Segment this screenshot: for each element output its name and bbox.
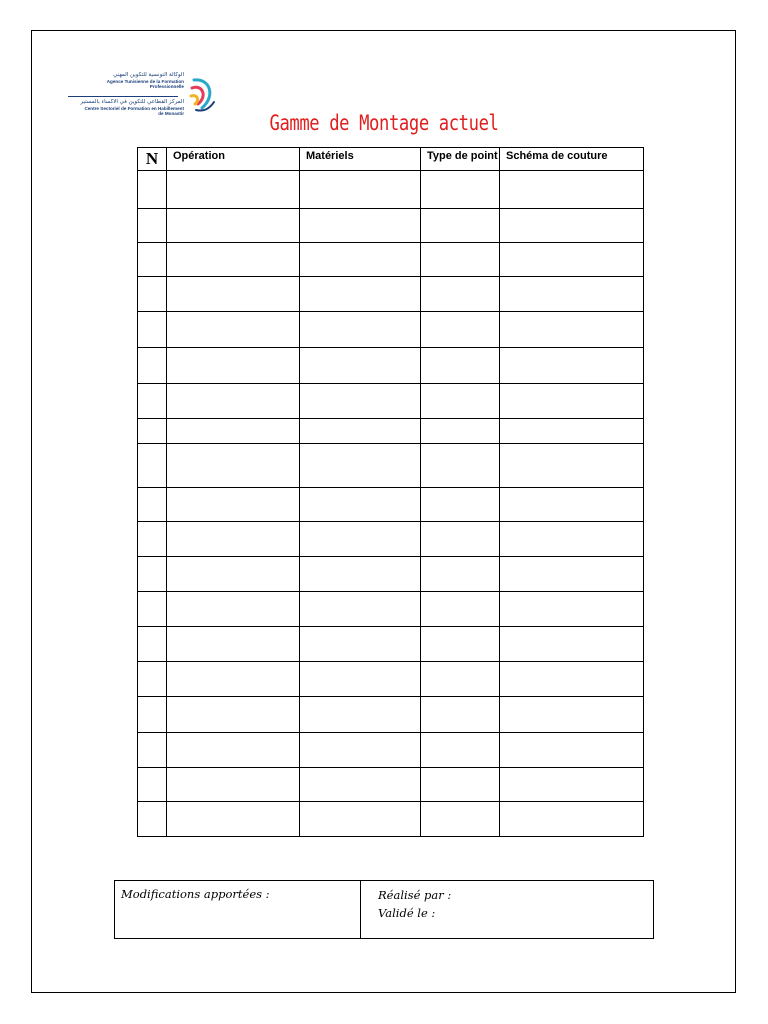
- cell-type-point[interactable]: [421, 312, 500, 348]
- signature-area: [361, 881, 653, 938]
- cell-type-point[interactable]: [421, 383, 500, 418]
- cell-materiels[interactable]: [300, 443, 421, 487]
- table-row: [138, 697, 644, 732]
- header-materiels: Matériels: [300, 148, 421, 171]
- cell-n[interactable]: [138, 243, 167, 277]
- cell-n[interactable]: [138, 383, 167, 418]
- realise-label: Réalisé par :: [378, 888, 452, 902]
- cell-type-point[interactable]: [421, 243, 500, 277]
- cell-n[interactable]: [138, 662, 167, 697]
- cell-operation[interactable]: [167, 443, 300, 487]
- cell-operation[interactable]: [167, 418, 300, 443]
- cell-operation[interactable]: [167, 521, 300, 556]
- cell-n[interactable]: [138, 443, 167, 487]
- cell-type-point[interactable]: [421, 171, 500, 209]
- cell-schema[interactable]: [500, 521, 644, 556]
- cell-n[interactable]: [138, 627, 167, 662]
- cell-schema[interactable]: [500, 662, 644, 697]
- cell-operation[interactable]: [167, 801, 300, 836]
- cell-n[interactable]: [138, 418, 167, 443]
- table-row: [138, 557, 644, 592]
- cell-schema[interactable]: [500, 171, 644, 209]
- cell-materiels[interactable]: [300, 662, 421, 697]
- table-row: [138, 171, 644, 209]
- cell-type-point[interactable]: [421, 277, 500, 312]
- cell-type-point[interactable]: [421, 767, 500, 801]
- cell-operation[interactable]: [167, 487, 300, 521]
- cell-schema[interactable]: [500, 418, 644, 443]
- cell-operation[interactable]: [167, 171, 300, 209]
- cell-materiels[interactable]: [300, 418, 421, 443]
- table-row: [138, 443, 644, 487]
- table-row: [138, 418, 644, 443]
- cell-operation[interactable]: [167, 557, 300, 592]
- header-type-point: Type de point: [421, 148, 500, 171]
- header-schema: Schéma de couture: [500, 148, 644, 171]
- cell-materiels[interactable]: [300, 557, 421, 592]
- header-n: N: [138, 148, 167, 171]
- cell-schema[interactable]: [500, 767, 644, 801]
- table-row: [138, 662, 644, 697]
- cell-materiels[interactable]: [300, 732, 421, 767]
- cell-type-point[interactable]: [421, 662, 500, 697]
- cell-schema[interactable]: [500, 801, 644, 836]
- table-row: [138, 243, 644, 277]
- cell-materiels[interactable]: [300, 243, 421, 277]
- cell-schema[interactable]: [500, 627, 644, 662]
- cell-n[interactable]: [138, 312, 167, 348]
- cell-schema[interactable]: [500, 312, 644, 348]
- table-header-row: [138, 148, 644, 171]
- modifications-label: Modifications apportées :: [115, 881, 361, 938]
- cell-n[interactable]: [138, 348, 167, 383]
- cell-type-point[interactable]: [421, 801, 500, 836]
- cell-operation[interactable]: [167, 697, 300, 732]
- cell-type-point[interactable]: [421, 348, 500, 383]
- cell-schema[interactable]: [500, 383, 644, 418]
- cell-type-point[interactable]: [421, 209, 500, 243]
- cell-materiels[interactable]: [300, 697, 421, 732]
- cell-type-point[interactable]: [421, 557, 500, 592]
- cell-type-point[interactable]: [421, 443, 500, 487]
- cell-n[interactable]: [138, 592, 167, 627]
- cell-materiels[interactable]: [300, 592, 421, 627]
- cell-materiels[interactable]: [300, 627, 421, 662]
- cell-n[interactable]: [138, 487, 167, 521]
- cell-schema[interactable]: [500, 592, 644, 627]
- logo-arabic-line-2: المركز القطاعي للتكوين في الاكساء بالمستير: [80, 99, 184, 105]
- cell-operation[interactable]: [167, 662, 300, 697]
- cell-schema[interactable]: [500, 209, 644, 243]
- table-row: [138, 277, 644, 312]
- cell-type-point[interactable]: [421, 627, 500, 662]
- table-row: [138, 801, 644, 836]
- page-title: Gamme de Montage actuel: [269, 111, 499, 135]
- cell-n[interactable]: [138, 521, 167, 556]
- cell-n[interactable]: [138, 209, 167, 243]
- cell-schema[interactable]: [500, 557, 644, 592]
- valide-label: Validé le :: [378, 906, 436, 920]
- cell-n[interactable]: [138, 171, 167, 209]
- logo-arabic-line-1: الوكالة التونسية للتكوين المهني: [113, 72, 184, 78]
- cell-n[interactable]: [138, 697, 167, 732]
- cell-operation[interactable]: [167, 383, 300, 418]
- cell-n[interactable]: [138, 732, 167, 767]
- cell-type-point[interactable]: [421, 697, 500, 732]
- cell-n[interactable]: [138, 801, 167, 836]
- cell-operation[interactable]: [167, 592, 300, 627]
- cell-materiels[interactable]: [300, 521, 421, 556]
- cell-operation[interactable]: [167, 732, 300, 767]
- cell-materiels[interactable]: [300, 209, 421, 243]
- table-row: [138, 521, 644, 556]
- logo-french-line-3: Centre Sectoriel de Formation en Habillement: [84, 106, 184, 111]
- montage-table: [137, 147, 644, 837]
- cell-materiels[interactable]: [300, 312, 421, 348]
- table-row: [138, 767, 644, 801]
- table-row: [138, 487, 644, 521]
- cell-type-point[interactable]: [421, 732, 500, 767]
- cell-materiels[interactable]: [300, 277, 421, 312]
- cell-n[interactable]: [138, 557, 167, 592]
- cell-schema[interactable]: [500, 487, 644, 521]
- cell-operation[interactable]: [167, 348, 300, 383]
- cell-materiels[interactable]: [300, 801, 421, 836]
- cell-schema[interactable]: [500, 243, 644, 277]
- cell-n[interactable]: [138, 277, 167, 312]
- cell-operation[interactable]: [167, 767, 300, 801]
- cell-schema[interactable]: [500, 697, 644, 732]
- cell-schema[interactable]: [500, 277, 644, 312]
- table-row: [138, 592, 644, 627]
- cell-materiels[interactable]: [300, 487, 421, 521]
- logo-divider: [68, 96, 178, 97]
- table-body: [138, 171, 644, 837]
- table-row: [138, 209, 644, 243]
- table-row: [138, 732, 644, 767]
- cell-type-point[interactable]: [421, 521, 500, 556]
- logo-french-line-4: de Monastir: [158, 111, 184, 116]
- cell-operation[interactable]: [167, 627, 300, 662]
- cell-operation[interactable]: [167, 312, 300, 348]
- table-row: [138, 627, 644, 662]
- logo-emblem-icon: [188, 74, 218, 114]
- footer-box: [114, 880, 654, 939]
- cell-type-point[interactable]: [421, 418, 500, 443]
- cell-operation[interactable]: [167, 209, 300, 243]
- table-row: [138, 348, 644, 383]
- cell-materiels[interactable]: [300, 171, 421, 209]
- cell-schema[interactable]: [500, 443, 644, 487]
- table-row: [138, 312, 644, 348]
- cell-n[interactable]: [138, 767, 167, 801]
- cell-materiels[interactable]: [300, 348, 421, 383]
- header-operation: Opération: [167, 148, 300, 171]
- cell-operation[interactable]: [167, 243, 300, 277]
- logo-french-line-1: Agence Tunisienne de la Formation: [106, 79, 184, 84]
- logo-french-line-2: Professionnelle: [149, 84, 184, 89]
- cell-operation[interactable]: [167, 277, 300, 312]
- cell-schema[interactable]: [500, 348, 644, 383]
- cell-type-point[interactable]: [421, 592, 500, 627]
- cell-materiels[interactable]: [300, 383, 421, 418]
- cell-materiels[interactable]: [300, 767, 421, 801]
- cell-schema[interactable]: [500, 732, 644, 767]
- cell-type-point[interactable]: [421, 487, 500, 521]
- table-row: [138, 383, 644, 418]
